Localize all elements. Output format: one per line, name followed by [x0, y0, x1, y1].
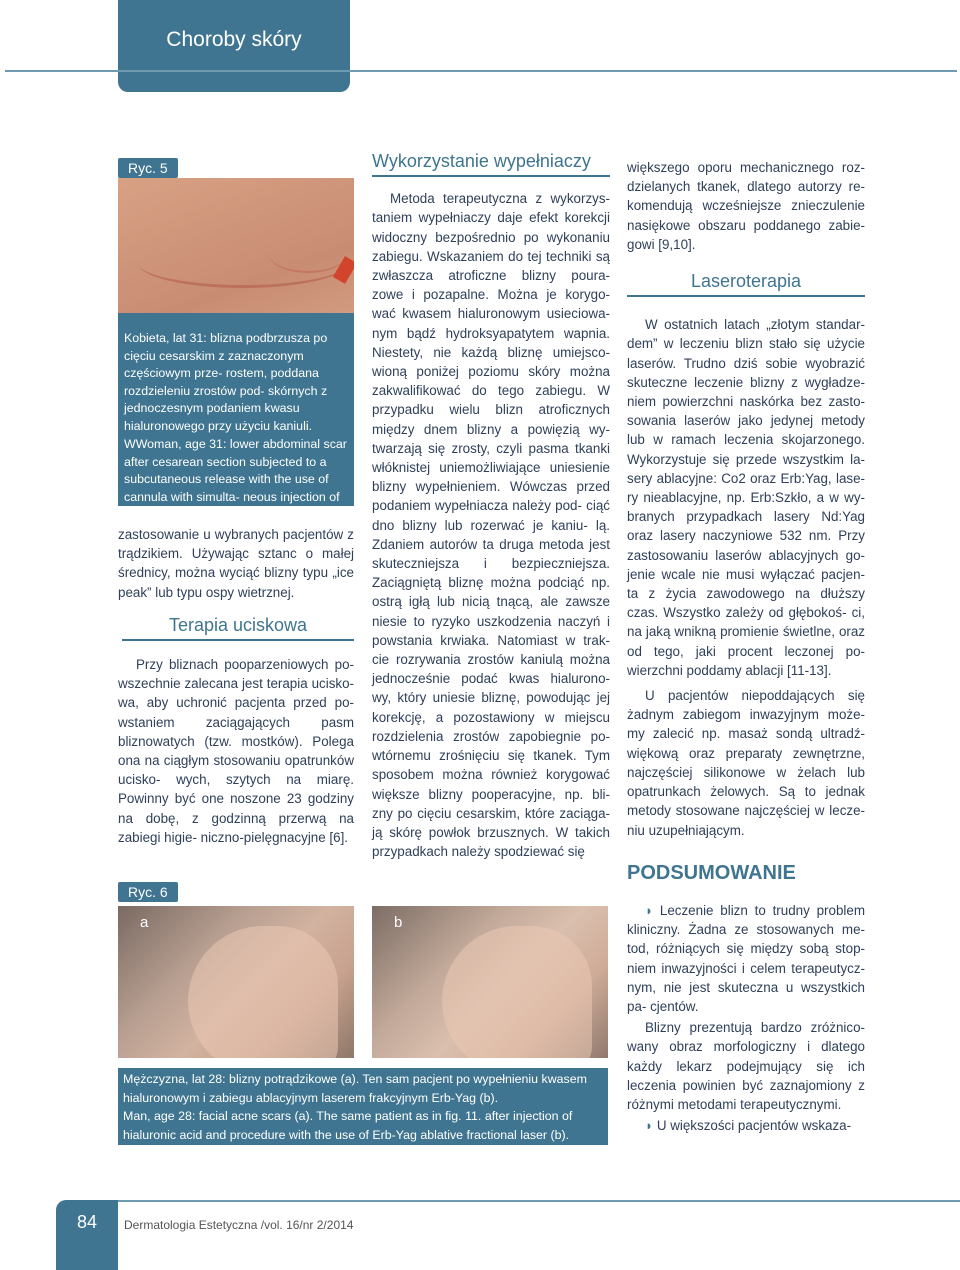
bullet-icon: ◗ — [645, 902, 654, 918]
summary-text-3: U większości pacjentów wskaza- — [656, 1118, 852, 1134]
figure-6-photos — [118, 906, 608, 1064]
figure-5-caption-pl: Kobieta, lat 31: blizna podbrzusza po cięciu cesarskim z zaznaczonym częściowym prze- rostem, poddana rozdzieleniu zrostów pod- skórnych z jednoczesnym podaniem kwasu hialuronowego przy użyciu kaniuli. — [124, 331, 328, 433]
header-divider — [5, 70, 957, 72]
summary-paragraph-1 — [627, 901, 865, 1016]
figure-5-caption-en: WWoman, age 31: lower abdominal scar after cesarean section subjected to a subcutaneous release with the use of cannula with simulta- neous injection of hialuronic acid. — [124, 437, 347, 521]
summary-paragraph-3 — [627, 1116, 865, 1135]
figure-5-photo — [118, 178, 354, 313]
column-3 — [627, 158, 865, 1135]
figure-5-label: Ryc. 5 — [118, 158, 178, 178]
heading-laseroterapia: Laseroterapia — [627, 272, 865, 297]
summary-paragraph-2: Blizny prezentują bardzo zróżnico- wany obraz morfologiczny i dlatego każdy lekarz podejmujący się ich leczenia powinien być zaznajomiony z różnymi metodami terapeutycznymi. — [627, 1020, 865, 1112]
summary-text-1: Leczenie blizn to trudny problem kliniczny. Żadna ze stosowanych me- tod, różniących się między sobą stop- niem inwazyjności i celem terapeutycz- nym, nie jest skuteczna u wszystkich pa- cjentów. — [627, 902, 865, 1014]
footer-divider — [118, 1200, 960, 1202]
col1-paragraph-2: Przy bliznach pooparzeniowych po- wszechnie zalecana jest terapia ucisko- wa, aby uchronić pacjenta przed po- wstaniem zaciągających pasm bliznowatych (tzw. mostków). Polega ona na ciągłym stosowaniu opatrunków ucisko- wych, szytych na miarę. Powinny być one noszone 23 godziny na dobę, z godzinną przerwą na zabiegi higie- niczno-pielęgnacyjne [6]. — [118, 657, 354, 845]
face-shape — [188, 926, 338, 1058]
column-2 — [372, 152, 610, 861]
photo-letter-b: b — [394, 914, 403, 931]
figure-6-caption — [118, 1068, 608, 1145]
section-title: Choroby skóry — [166, 28, 302, 51]
heading-wypelniacze: Wykorzystanie wypełniaczy — [372, 152, 610, 177]
col3-paragraph-3: U pacjentów niepoddających się żadnym zabiegom inwazyjnym może- my zalecić np. masaż sondą ultradź- więkową oraz preparaty zewnętrzne, najczęściej silikonowe w żelach lub opatrunkach żelowych. Są to jednak metody stosowane najczęściej w lecze- niu uzupełniającym. — [627, 688, 865, 838]
col3-paragraph-1: większego oporu mechanicznego roz- dzielanych tkanek, dlatego autorzy re- komendują wcześniejsze znieczulenie nasiękowe obszaru poddanego zabie- gowi [9,10]. — [627, 160, 865, 252]
bullet-icon: ◗ — [645, 1118, 654, 1134]
figure-6-label: Ryc. 6 — [118, 882, 178, 902]
figure-6-photo-a — [118, 906, 354, 1058]
col2-paragraph-1: Metoda terapeutyczna z wykorzys- taniem wypełniaczy daje efekt korekcji widoczny bezpośrednio po wykonaniu zabiegu. Wskazaniem do tej techniki są zwłaszcza atroficzne blizny poura- zowe i pozapalne. Można je korygo- wać kwasem hialuronowym usieciowa- nym bądź hydroksyapatytem wapnia. Niestety, nie każdą bliznę umiejsco- wioną poniżej poziomu skóry można zakwalifikować do tego zabiegu. W przypadku wielu blizn atroficznych między dnem blizny a powięzią wy- twarzają się zrosty, czyli pasma tkanki włóknistej uniemożliwiające uniesienie blizny wypełnieniem. Wówczas przed podaniem wypełniacza należy pod- ciąć dno blizny lub rozerwać je kaniu- lą. Zdaniem autorów ta druga metoda jest skuteczniejsza i bezpieczniejsza. Zaciągniętą bliznę można podciąć np. ostrą igłą lub nicią tnącą, ale zawsze niesie to ryzyko uszkodzenia naczyń i powstania krwiaka. Natomiast w trak- cie rozrywania zrostów kaniulą można jednocześnie podać kwas hialurono- wy, który uniesie bliznę, powodując jej korekcję, a pozostawiony w miejscu rozdzielenia zrostów zapobiegnie po- wtórnemu zrośnięciu się tkanek. Tym sposobem można również korygować większe blizny pooperacyjne, np. bli- zny po cięciu cesarskim, które zaciąga- ją skórę powłok brzusznych. W takich przypadkach należy spodziewać się — [372, 191, 610, 860]
col3-paragraph-2: W ostatnich latach „złotym standar- dem” w leczeniu blizn stało się użycie laserów. Trudno dziś sobie wyobrazić skuteczne leczenie blizny z wygładze- niem powierzchni naskórka bez zasto- sowania laserów jako jedynej metody lub w ramach leczenia skojarzonego. Wykorzystuje się przede wszystkim la- sery ablacyjne: Co2 oraz Erb:Yag, lase- ry nieablacyjne, np. Erb:Szkło, a w wy- branych przypadkach lasery Nd:Yag oraz lasery naczyniowe 532 nm. Przy zastosowaniu laserów ablacyjnych go- jenie wcale nie musi wyłączać pacjen- ta z życia zawodowego na dłuższy czas. Wszystko zależy od głębokoś- ci, na jaką wnikną promienie świetlne, oraz od tego, jaki procent leczonej po- wierzchni poddamy ablacji [11-13]. — [627, 317, 865, 678]
heading-terapia-uciskowa: Terapia uciskowa — [122, 616, 354, 641]
figure-6-photo-b — [372, 906, 608, 1058]
figure-6-caption-en: Man, age 28: facial acne scars (a). The same patient as in fig. 11. after injection of hialuronic acid and procedure with the use of Erb-Yag ablative fractional laser (b). — [123, 1109, 573, 1142]
face-shape — [442, 926, 592, 1058]
page-number: 84 — [76, 1212, 98, 1232]
scar-line-secondary — [268, 233, 348, 273]
figure-6-caption-pl: Mężczyzna, lat 28: blizny potrądzikowe (a). Ten sam pacjent po wypełnieniu kwasem hialuronowym i zabiegu ablacyjnym laserem frakcyjnym Erb-Yag (b). — [123, 1072, 587, 1105]
col1-paragraph-1: zastosowanie u wybranych pacjentów z trądzikiem. Używając sztanc o małej średnicy, można wyciąć blizny typu „ice peak” lub typu ospy wietrznej. — [118, 527, 354, 600]
journal-citation: Dermatologia Estetyczna /vol. 16/nr 2/2014 — [124, 1218, 354, 1232]
heading-podsumowanie: PODSUMOWANIE — [627, 861, 796, 884]
column-1 — [118, 525, 354, 847]
footer-tab — [56, 1200, 118, 1270]
figure-5-caption — [118, 313, 354, 521]
header-tab — [118, 0, 350, 92]
photo-letter-a: a — [140, 914, 149, 931]
